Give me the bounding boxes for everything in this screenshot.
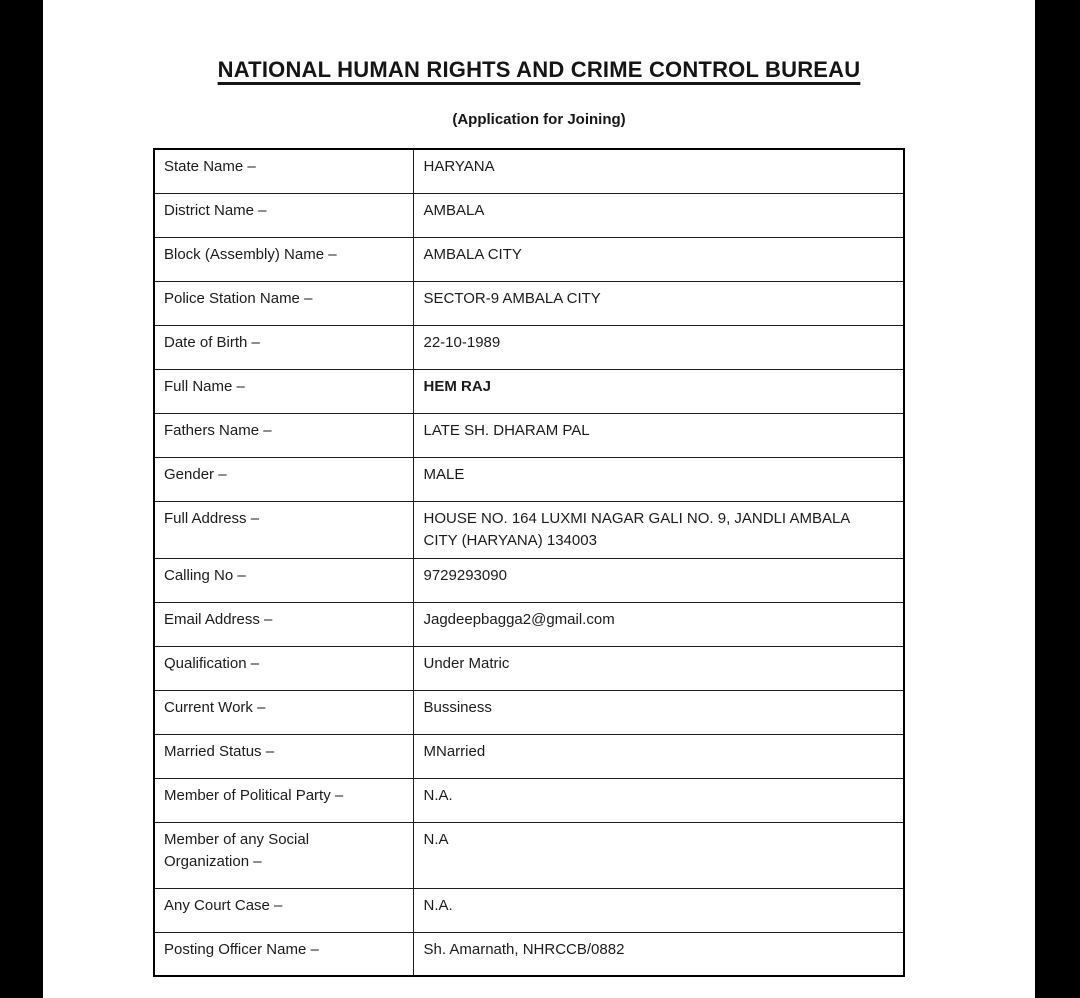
form-row xyxy=(154,778,904,822)
field-value: Under Matric xyxy=(413,646,904,690)
field-label: Block (Assembly) Name – xyxy=(154,237,413,281)
field-label: Member of any Social Organization – xyxy=(154,822,413,888)
field-label: Fathers Name – xyxy=(154,413,413,457)
form-row xyxy=(154,690,904,734)
form-row xyxy=(154,237,904,281)
form-row xyxy=(154,501,904,558)
form-row xyxy=(154,281,904,325)
form-row xyxy=(154,558,904,602)
field-value: Bussiness xyxy=(413,690,904,734)
form-row xyxy=(154,369,904,413)
page-title: NATIONAL HUMAN RIGHTS AND CRIME CONTROL BUREAU xyxy=(217,57,861,82)
field-label: District Name – xyxy=(154,193,413,237)
field-value: N.A. xyxy=(413,888,904,932)
field-value: AMBALA CITY xyxy=(413,237,904,281)
application-form-table xyxy=(153,148,905,977)
field-value: HARYANA xyxy=(413,149,904,193)
field-value: Jagdeepbagga2@gmail.com xyxy=(413,602,904,646)
field-label: State Name – xyxy=(154,149,413,193)
form-row xyxy=(154,325,904,369)
field-label: Calling No – xyxy=(154,558,413,602)
field-value: AMBALA xyxy=(413,193,904,237)
field-label: Current Work – xyxy=(154,690,413,734)
field-value: 9729293090 xyxy=(413,558,904,602)
field-value: MNarried xyxy=(413,734,904,778)
field-label: Email Address – xyxy=(154,602,413,646)
field-value: MALE xyxy=(413,457,904,501)
field-label: Full Address – xyxy=(154,501,413,558)
form-row xyxy=(154,149,904,193)
page-subtitle: (Application for Joining) xyxy=(452,111,626,128)
form-row xyxy=(154,888,904,932)
field-value: N.A xyxy=(413,822,904,888)
form-row xyxy=(154,822,904,888)
field-value: SECTOR-9 AMBALA CITY xyxy=(413,281,904,325)
field-label: Married Status – xyxy=(154,734,413,778)
field-label: Qualification – xyxy=(154,646,413,690)
form-row xyxy=(154,602,904,646)
field-value: 22-10-1989 xyxy=(413,325,904,369)
form-table-body xyxy=(154,149,904,976)
form-row xyxy=(154,193,904,237)
form-row xyxy=(154,646,904,690)
field-value: HEM RAJ xyxy=(413,369,904,413)
field-label: Police Station Name – xyxy=(154,281,413,325)
field-value: N.A. xyxy=(413,778,904,822)
field-value: LATE SH. DHARAM PAL xyxy=(413,413,904,457)
field-label: Full Name – xyxy=(154,369,413,413)
form-row xyxy=(154,932,904,976)
form-row xyxy=(154,734,904,778)
application-sheet xyxy=(43,0,1035,998)
field-label: Date of Birth – xyxy=(154,325,413,369)
field-value: HOUSE NO. 164 LUXMI NAGAR GALI NO. 9, JANDLI AMBALA CITY (HARYANA) 134003 xyxy=(413,501,904,558)
field-label: Member of Political Party – xyxy=(154,778,413,822)
field-label: Posting Officer Name – xyxy=(154,932,413,976)
field-value: Sh. Amarnath, NHRCCB/0882 xyxy=(413,932,904,976)
right-frame-bar xyxy=(1035,0,1080,998)
field-label: Gender – xyxy=(154,457,413,501)
field-label: Any Court Case – xyxy=(154,888,413,932)
form-row xyxy=(154,413,904,457)
left-frame-bar xyxy=(0,0,43,998)
form-row xyxy=(154,457,904,501)
